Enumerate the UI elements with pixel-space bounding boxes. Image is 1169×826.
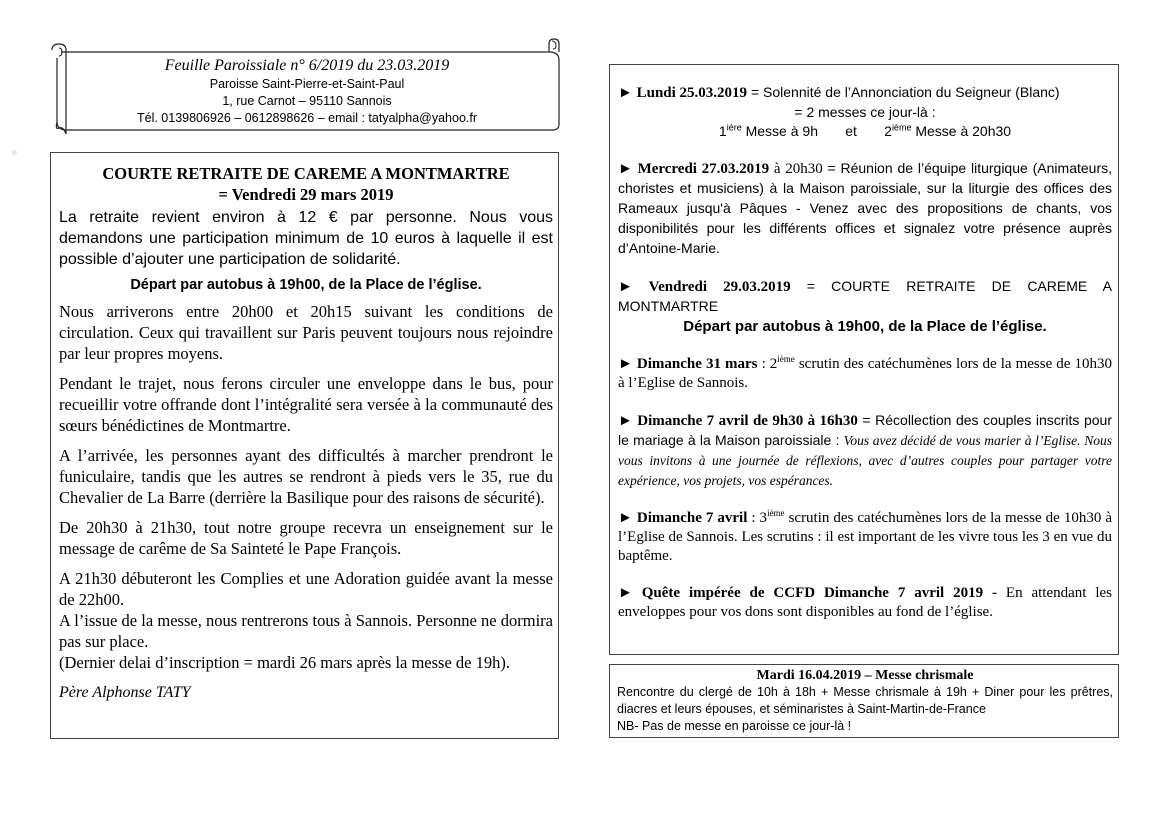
chrism-mass-box (609, 664, 1119, 738)
parish-address: 1, rue Carnot – 95110 Sannois (222, 94, 392, 108)
retreat-box (50, 152, 559, 739)
event-text: = COURTE RETRAITE DE CAREME A MONTMARTRE (618, 278, 1112, 314)
event-text: = 2 messes ce jour-là : (794, 104, 936, 120)
retreat-departure: Départ par autobus à 19h00, de la Place de l’église. (130, 277, 482, 293)
arrow-icon: ► (618, 510, 633, 526)
retreat-paragraph: A 21h30 débuteront les Complies et une Adoration guidée avant la messe de 22h00. (59, 569, 553, 609)
event-date: Lundi 25.03.2019 (636, 85, 748, 101)
arrow-icon: ► (618, 279, 633, 295)
retreat-paragraph: Pendant le trajet, nous ferons circuler une enveloppe dans le bus, pour recueillir votre offrande dont l’intégralité sera versée à la communauté des sœurs bénédictines de Montmartre. (59, 374, 553, 435)
retreat-paragraph: De 20h30 à 21h30, tout notre groupe recevra un enseignement sur le message de carême de Sa Sainteté le Pape François. (59, 518, 553, 558)
arrow-icon: ► (618, 85, 633, 101)
mass-number: 2 (884, 123, 892, 139)
event-date: Dimanche 7 avril de 9h30 à 16h30 (637, 413, 858, 429)
retreat-paragraph: A l’arrivée, les personnes ayant des difficultés à marcher prendront le funiculaire, tandis que les autres se rendront à pieds vers le 35, rue du Chevalier de La Barre (derrière la Basilique pour des raisons de sécurité). (59, 446, 553, 507)
retreat-price: La retraite revient environ à 12 € par personne. Nous vous demandons une participation minimum de 10 euros à laquelle il est possible d’ajouter une participation de solidarité. (59, 209, 553, 268)
agenda-item (618, 277, 1112, 337)
retreat-title: COURTE RETRAITE DE CAREME A MONTMARTRE (102, 164, 510, 183)
ordinal-number: : 3 (747, 510, 768, 526)
arrow-icon: ► (618, 161, 633, 177)
arrow-icon: ► (618, 585, 633, 601)
chrism-note: NB- Pas de messe en paroisse ce jour-là ! (617, 719, 852, 733)
agenda-item (618, 509, 1112, 566)
arrow-icon: ► (618, 356, 633, 372)
event-text: = Réunion de l’équipe liturgique (Animateurs, choristes et musiciens) à la Maison paroissiale, sur la liturgie des offices des Rameaux jusqu'à Pâques - Venez avec des propositions de chants, vos disponibilités pour les différents offices et signalez votre présence auprès d’Antoine-Marie. (618, 160, 1112, 256)
parish-name: Paroisse Saint-Pierre-et-Saint-Paul (209, 77, 405, 91)
event-text: = Récollection des couples inscrits pour le mariage à la Maison paroissiale : (618, 412, 1112, 448)
chrism-details: Rencontre du clergé de 10h à 18h + Messe chrismale à 19h + Diner pour les prêtres, diacres et leurs épouses, et séminaristes à Saint-Martin-de-France (617, 685, 1113, 716)
agenda-box (609, 64, 1119, 655)
event-quote: Vous avez décidé de vous marier à l’Eglise. Nous vous invitons à une journée de réflexions, avec d’autres couples pour partager votre expérience, vos projets, vos espérances. (618, 433, 1112, 488)
agenda-item (618, 83, 1112, 141)
arrow-icon: ► (618, 413, 633, 429)
retreat-paragraph: Nous arriverons entre 20h00 et 20h15 suivant les conditions de circulation. Ceux qui travaillent sur Paris peuvent toujours nous rejoindre par leur propres moyens. (59, 302, 553, 363)
event-text: En attendant les enveloppes pour vos dons sont disponibles au fond de l’église. (618, 585, 1112, 620)
retreat-paragraph: A l’issue de la messe, nous rentrerons tous à Sannois. Personne ne dormira pas sur place. (59, 611, 553, 651)
chrism-content (617, 667, 1113, 735)
event-departure: Départ par autobus à 19h00, de la Place de l’église. (683, 318, 1047, 335)
event-text: scrutin des catéchumènes lors de la messe de 10h30 à l’Eglise de Sannois. Les scrutins : il est important de les vivre tous les 3 en vue du baptême. (618, 510, 1112, 564)
event-date: Mercredi 27.03.2019 (637, 161, 770, 177)
retreat-content (59, 163, 553, 703)
conjunction: et (845, 123, 857, 139)
event-time: à 20h30 (769, 161, 828, 177)
bulletin-title: Feuille Paroissiale n° 6/2019 du 23.03.2019 (164, 57, 450, 74)
retreat-date: = Vendredi 29 mars 2019 (218, 185, 394, 204)
event-text: scrutin des catéchumènes lors de la messe de 10h30 à l’Eglise de Sannois. (618, 356, 1112, 391)
event-date: Vendredi 29.03.2019 (648, 279, 791, 295)
speck (12, 150, 17, 155)
ordinal: ième (777, 354, 795, 364)
event-masses (618, 122, 1112, 141)
ordinal-number: : 2 (757, 356, 778, 372)
event-date: Dimanche 31 mars (636, 356, 758, 372)
agenda-content (618, 83, 1112, 622)
parish-contact: Tél. 0139806926 – 0612898626 – email : tatyalpha@yahoo.fr (136, 111, 478, 125)
chrism-title: Mardi 16.04.2019 – Messe chrismale (756, 668, 974, 683)
header-text (60, 56, 554, 127)
mass-time: Messe à 9h (741, 123, 818, 139)
agenda-item (618, 355, 1112, 393)
event-date: Quête impérée de CCFD Dimanche 7 avril 2019 - (641, 585, 998, 601)
retreat-deadline: (Dernier delai d’inscription = mardi 26 mars après la messe de 19h). (59, 653, 510, 672)
agenda-item (618, 584, 1112, 622)
mass-number: 1 (718, 123, 727, 139)
signature: Père Alphonse TATY (59, 684, 191, 701)
mass-time: Messe à 20h30 (911, 123, 1012, 139)
ordinal: ième (767, 508, 785, 518)
event-text: = Solennité de l’Annonciation du Seigneur (Blanc) (747, 84, 1060, 100)
ordinal: ière (726, 122, 742, 133)
ordinal: ième (891, 122, 912, 133)
agenda-item (618, 411, 1112, 491)
event-date: Dimanche 7 avril (636, 510, 748, 526)
agenda-item (618, 159, 1112, 259)
